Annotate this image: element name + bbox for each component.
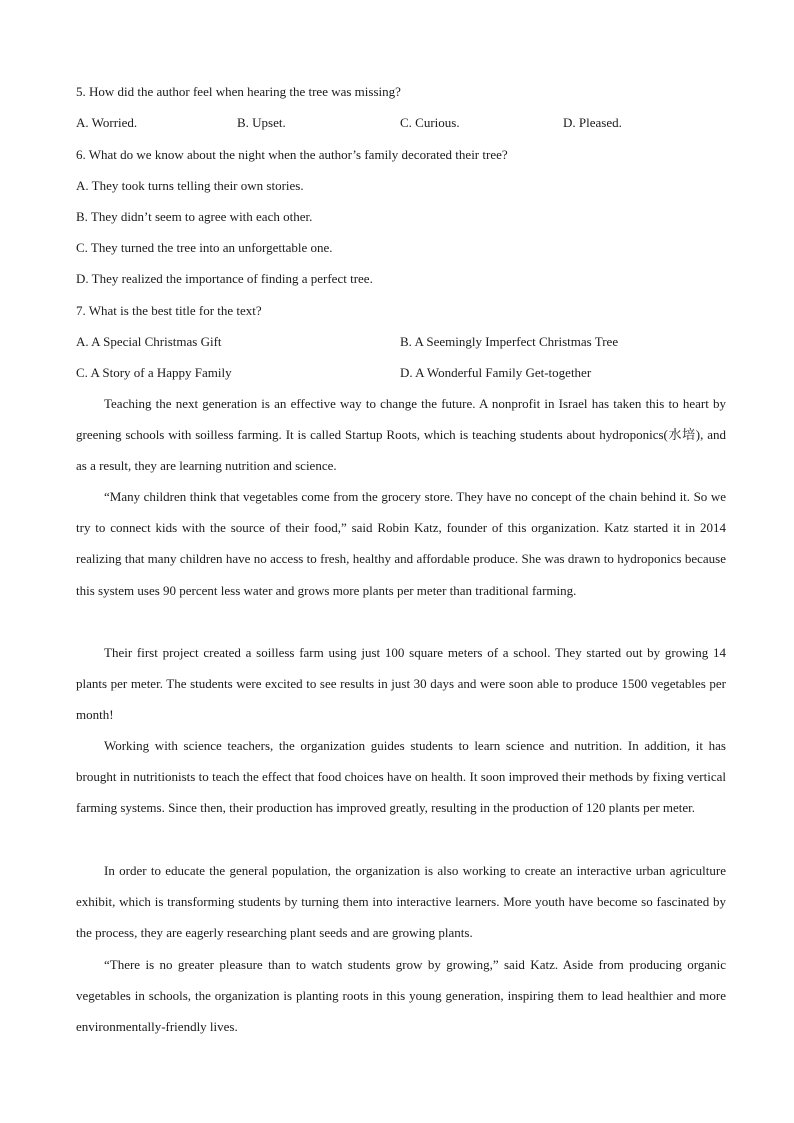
question-7-option-d: D. A Wonderful Family Get-together — [400, 365, 592, 380]
question-5-option-d: D. Pleased. — [563, 115, 622, 130]
question-5-option-c: C. Curious. — [400, 115, 460, 130]
question-5-option-a: A. Worried. — [76, 115, 138, 130]
question-5-option-b: B. Upset. — [237, 115, 286, 130]
question-6-option-d: D. They realized the importance of finding a perfect tree. — [76, 271, 373, 286]
passage-paragraph-3: Their first project created a soilless farm using just 100 square meters of a school. They started out by growing 14 plants per meter. The students were excited to see results in just 30 days and were soon able to produce 1500 vegetables per month! — [76, 645, 726, 723]
passage-paragraph-1: Teaching the next generation is an effective way to change the future. A nonprofit in Israel has taken this to heart by greening schools with soilless farming. It is called Startup Roots, which is teaching students about hydroponics(水培), and as a result, they are learning nutrition and science. — [76, 396, 726, 474]
question-7-option-c: C. A Story of a Happy Family — [76, 365, 232, 380]
passage-paragraph-5: In order to educate the general population, the organization is also working to create an interactive urban agriculture exhibit, which is transforming students by turning them into interactive learners. More youth have become so fascinated by the process, they are eagerly researching plant seeds and are growing plants. — [76, 863, 726, 941]
passage-paragraph-6: “There is no greater pleasure than to watch students grow by growing,” said Katz. Aside from producing organic vegetables in schools, the organization is planting roots in this young generation, inspiring them to lead healthier and more environmentally-friendly lives. — [76, 957, 726, 1035]
question-6-option-c: C. They turned the tree into an unforgettable one. — [76, 240, 333, 255]
passage-paragraph-4: Working with science teachers, the organization guides students to learn science and nutrition. In addition, it has brought in nutritionists to teach the effect that food choices have on health. It soon improved their methods by fixing vertical farming systems. Since then, their production has improved greatly, resulting in the production of 120 plants per meter. — [76, 738, 726, 816]
question-6-option-a: A. They took turns telling their own stories. — [76, 178, 304, 193]
question-7-stem: 7. What is the best title for the text? — [76, 303, 262, 318]
question-7-option-a: A. A Special Christmas Gift — [76, 334, 222, 349]
passage-paragraph-2: “Many children think that vegetables come from the grocery store. They have no concept of the chain behind it. So we try to connect kids with the source of their food,” said Robin Katz, founder of this organization. Katz started it in 2014 realizing that many children have no access to fresh, healthy and affordable produce. She was drawn to hydroponics because this system uses 90 percent less water and grows more plants per meter than traditional farming. — [76, 489, 726, 598]
question-5-stem: 5. How did the author feel when hearing the tree was missing? — [76, 84, 401, 99]
question-6-option-b: B. They didn’t seem to agree with each other. — [76, 209, 313, 224]
question-6-stem: 6. What do we know about the night when the author’s family decorated their tree? — [76, 147, 508, 162]
question-7-option-b: B. A Seemingly Imperfect Christmas Tree — [400, 334, 619, 349]
